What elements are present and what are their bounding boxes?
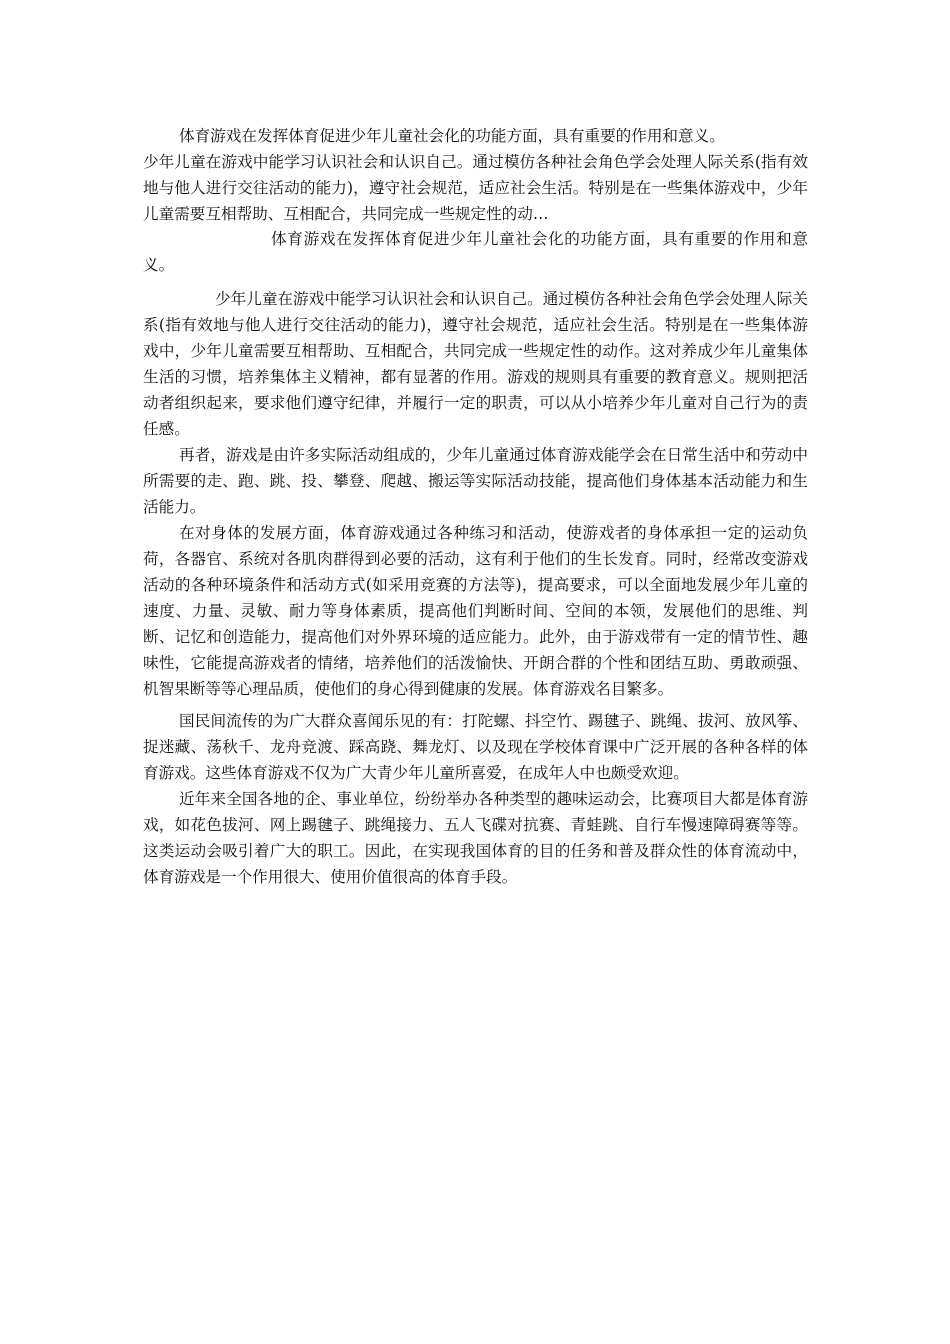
paragraph-social: 少年儿童在游戏中能学习认识社会和认识自己。通过模仿各种社会角色学会处理人际关系(指有效地与他人进行交往活动的能力)，遵守社会规范，适应社会生活。特别是在一些集体游戏中，少年儿童需要互相帮助、互相配合，共同完成一些规定性的动作。这对养成少年儿童集体生活的习惯，培养集体主义精神，都有显著的作用。游戏的规则具有重要的教育意义。规则把活动者组织起来，要求他们遵守纪律，并履行一定的职责，可以从小培养少年儿童对自己行为的责任感。 [143,290,808,438]
intro-line-1: 体育游戏在发挥体育促进少年儿童社会化的功能方面，具有重要的作用和意义。 [179,127,725,145]
paragraph-sports-meets: 近年来全国各地的企、事业单位，纷纷举办各种类型的趣味运动会，比赛项目大都是体育游戏，如花色拔河、网上踢毽子、跳绳接力、五人飞碟对抗赛、青蛙跳、自行车慢速障碍赛等等。这类运动会吸引着广大的职工。因此，在实现我国体育的目的任务和普及群众性的体育流动中，体育游戏是一个作用很大、使用价值很高的体育手段。 [143,790,808,886]
intro-block [143,123,808,227]
repeat-title: 体育游戏在发挥体育促进少年儿童社会化的功能方面，具有重要的作用和意义。 [143,230,808,274]
intro-line-2: 少年儿童在游戏中能学习认识社会和认识自己。通过模仿各种社会角色学会处理人际关系(指有效地与他人进行交往活动的能力)，遵守社会规范，适应社会生活。特别是在一些集体游戏中，少年儿童需要互相帮助、互相配合，共同完成一些规定性的动… [143,153,808,223]
paragraph-folk-games: 国民间流传的为广大群众喜闻乐见的有：打陀螺、抖空竹、踢毽子、跳绳、拔河、放风筝、捉迷藏、荡秋千、龙舟竞渡、踩高跷、舞龙灯、以及现在学校体育课中广泛开展的各种各样的体育游戏。这些体育游戏不仅为广大青少年儿童所喜爱，在成年人中也颇受欢迎。 [143,712,808,782]
paragraph-skills: 再者，游戏是由许多实际活动组成的，少年儿童通过体育游戏能学会在日常生活中和劳动中所需要的走、跑、跳、投、攀登、爬越、搬运等实际活动技能，提高他们身体基本活动能力和生活能力。 [143,446,808,516]
body-text [143,286,808,890]
paragraph-physical: 在对身体的发展方面，体育游戏通过各种练习和活动，使游戏者的身体承担一定的运动负荷，各器官、系统对各肌肉群得到必要的活动，这有利于他们的生长发育。同时，经常改变游戏活动的各种环境条件和活动方式(如采用竞赛的方法等)，提高要求，可以全面地发展少年儿童的速度、力量、灵敏、耐力等身体素质，提高他们判断时间、空间的本领，发展他们的思维、判断、记忆和创造能力，提高他们对外界环境的适应能力。此外，由于游戏带有一定的情节性、趣味性，它能提高游戏者的情绪，培养他们的活泼愉快、开朗合群的个性和团结互助、勇敢顽强、机智果断等等心理品质，使他们的身心得到健康的发展。体育游戏名目繁多。 [143,524,808,698]
